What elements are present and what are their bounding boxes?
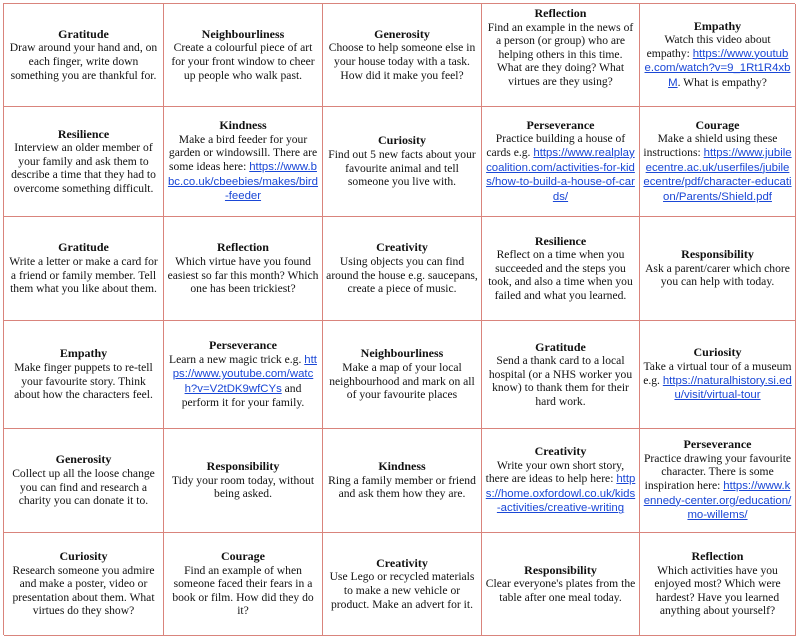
virtue-title: Empathy [693, 18, 742, 33]
activity-description [7, 564, 160, 618]
activity-cell [323, 533, 482, 636]
activity-description [167, 133, 319, 204]
activity-cell [164, 321, 323, 429]
activity-description [643, 564, 792, 618]
activity-text: Learn a new magic trick e.g. [169, 352, 302, 366]
virtue-title: Resilience [57, 126, 110, 141]
activity-text: Collect up all the loose change you can find and research a charity you can donate it to. [12, 466, 155, 508]
virtue-title: Reflection [217, 240, 269, 255]
activity-text: Tidy your room today, without being asked. [171, 473, 315, 501]
activity-text: Practice building a house of cards e.g. [486, 132, 626, 159]
activity-cell [640, 107, 796, 217]
activity-text: Watch this video about empathy: [646, 33, 771, 60]
activity-text: Find an example of when someone faced their fears in a book or film. How did they do it? [172, 563, 314, 618]
activity-cell [164, 4, 323, 107]
activity-cell [164, 429, 323, 533]
activity-grid [3, 3, 795, 635]
activity-description [7, 141, 160, 195]
activity-text: Make a map of your local neighbourhood and mark on all of your favourite places [329, 360, 475, 402]
activity-cell [323, 217, 482, 321]
resource-link[interactable]: https://home.oxfordowl.co.uk/kids-activities/creative-writing [485, 473, 636, 515]
activity-description [485, 354, 636, 408]
activity-cell [4, 4, 164, 107]
activity-description [326, 148, 478, 189]
activity-cell [323, 107, 482, 217]
activity-cell [640, 321, 796, 429]
virtue-title: Reflection [691, 549, 744, 564]
activity-text: Using objects you can find around the house e.g. saucepans, create a piece of music. [326, 254, 478, 296]
virtue-title: Curiosity [693, 345, 742, 360]
activity-description [167, 564, 319, 618]
resource-link[interactable]: https://www.kennedy-center.org/education/mo-willems/ [643, 480, 792, 522]
activity-description [167, 474, 319, 501]
activity-cell [482, 321, 640, 429]
activity-cell [4, 107, 164, 217]
activity-cell [164, 217, 323, 321]
activity-cell [640, 429, 796, 533]
virtue-title: Gratitude [58, 26, 109, 41]
resource-link[interactable]: https://www.bbc.co.uk/cbeebies/makes/bird-feeder [167, 161, 319, 203]
activity-description [167, 41, 319, 82]
virtue-title: Kindness [378, 459, 426, 474]
activity-text: Make finger puppets to re-tell your favourite story. Think about how the characters feel. [14, 360, 153, 402]
activity-description [7, 467, 160, 508]
virtue-title: Creativity [376, 555, 428, 570]
activity-text: Find an example in the news of a person (or group) who are helping others in this time. What are they doing? What virtues are they using? [487, 20, 634, 88]
activity-text: Clear everyone's plates from the table after one meal today. [485, 577, 636, 604]
virtue-title: Responsibility [681, 247, 754, 262]
virtue-title: Resilience [534, 233, 587, 248]
activity-description [485, 21, 636, 89]
virtue-title: Creativity [534, 444, 587, 459]
virtue-title: Generosity [55, 452, 112, 467]
activity-text: Make a bird feeder for your garden or windowsill. There are some ideas here: [168, 132, 318, 173]
activity-cell [323, 429, 482, 533]
resource-link[interactable]: https://www.realplaycoalition.com/activities-for-kids/how-to-build-a-house-of-cards/ [486, 146, 635, 203]
activity-cell [482, 533, 640, 636]
activity-text: Write a letter or make a card for a friend or family member. Tell them what you like about them. [9, 254, 158, 296]
activity-description [326, 474, 478, 501]
activity-cell [4, 429, 164, 533]
activity-cell [4, 321, 164, 429]
virtue-title: Responsibility [206, 459, 280, 474]
activity-text: Research someone you admire and make a poster, video or presentation about them. What virtues do they show? [12, 563, 155, 618]
activity-text-after-link: and perform it for your family. [181, 381, 305, 410]
virtue-title: Creativity [376, 240, 428, 255]
activity-description [7, 255, 160, 296]
activity-cell [482, 107, 640, 217]
activity-text: Create a colourful piece of art for your front window to cheer up people who walk past. [171, 41, 315, 82]
activity-description [643, 33, 792, 90]
resource-link[interactable]: https://www.youtube.com/watch?v=9_1Rt1R4xbM [644, 47, 791, 89]
virtue-title: Empathy [59, 346, 108, 361]
virtue-title: Kindness [219, 118, 267, 133]
activity-cell [4, 217, 164, 321]
activity-text-after-link: . What is empathy? [677, 75, 767, 89]
activity-description [485, 248, 636, 302]
activity-description [7, 361, 160, 402]
activity-description [7, 41, 160, 82]
activity-description [326, 255, 478, 296]
activity-description [643, 132, 792, 204]
activity-cell [323, 321, 482, 429]
resource-link[interactable]: https://www.jubileecentre.ac.uk/userfiles/jubileecentre/pdf/character-education/Parents/Shield.pdf [643, 146, 792, 203]
virtue-title: Curiosity [378, 133, 426, 148]
activity-description [643, 452, 792, 523]
activity-text: Find out 5 new facts about your favourite animal and tell someone you live with. [328, 147, 476, 189]
activity-cell [640, 4, 796, 107]
virtue-title: Neighbourliness [201, 26, 285, 41]
activity-cell [640, 217, 796, 321]
activity-text: Use Lego or recycled materials to make a new vehicle or product. Make an advert for it. [329, 570, 475, 611]
activity-cell [164, 533, 323, 636]
activity-text: Interview an older member of your family and ask them to describe a time that they had to overcome something difficult. [11, 141, 156, 195]
activity-description [167, 255, 319, 296]
activity-text: Make a shield using these instructions: [643, 132, 778, 159]
virtue-title: Neighbourliness [360, 346, 444, 361]
activity-cell [482, 217, 640, 321]
activity-description [485, 459, 636, 516]
activity-text: Send a thank card to a local hospital (or a NHS worker you know) to thank them for their hard work. [488, 354, 633, 408]
virtue-title: Curiosity [59, 549, 108, 564]
activity-description [643, 262, 792, 289]
activity-description [326, 41, 478, 82]
virtue-title: Gratitude [58, 240, 109, 255]
activity-description [485, 577, 636, 604]
virtue-title: Perseverance [209, 338, 277, 353]
activity-description [326, 361, 478, 402]
activity-cell [640, 533, 796, 636]
activity-description [326, 570, 478, 611]
activity-description [643, 360, 792, 403]
activity-cell [482, 4, 640, 107]
resource-link[interactable]: https://naturalhistory.si.edu/visit/virtual-tour [662, 374, 792, 402]
activity-text: Which activities have you enjoyed most? Which were hardest? Have you learned anything about yourself? [654, 563, 781, 618]
activity-text: Ask a parent/carer which chore you can help with today. [645, 261, 790, 289]
activity-cell [482, 429, 640, 533]
activity-text: Ring a family member or friend and ask them how they are. [328, 473, 476, 501]
virtue-title: Perseverance [526, 117, 595, 132]
activity-description [485, 132, 636, 204]
virtue-title: Generosity [374, 26, 430, 41]
virtue-title: Courage [695, 117, 740, 132]
activity-cell [323, 4, 482, 107]
activity-text: Draw around your hand and, on each finger, write down something you are thankful for. [9, 41, 158, 82]
activity-text: Practice drawing your favourite character. There is some inspiration here: [643, 451, 792, 492]
virtue-title: Gratitude [535, 339, 586, 354]
activity-description [167, 353, 319, 410]
activity-text: Which virtue have you found easiest so far this month? Which one has been trickiest? [167, 254, 319, 296]
activity-text: Write your own short story, there are ideas to help here: [485, 458, 625, 486]
resource-link[interactable]: https://www.youtube.com/watch?v=V2tDK9wfCYs [172, 353, 317, 395]
virtue-title: Courage [221, 549, 265, 564]
activity-cell [164, 107, 323, 217]
virtue-title: Perseverance [683, 437, 752, 452]
activity-text: Reflect on a time when you succeeded and the steps you took, and also a time when you failed and what you learned. [488, 248, 633, 302]
virtue-title: Reflection [534, 6, 587, 20]
virtue-title: Responsibility [524, 562, 597, 577]
activity-text: Take a virtual tour of a museum e.g. [643, 359, 792, 387]
activity-text: Choose to help someone else in your house today with a task. How did it make you feel? [328, 41, 476, 82]
activity-cell [4, 533, 164, 636]
